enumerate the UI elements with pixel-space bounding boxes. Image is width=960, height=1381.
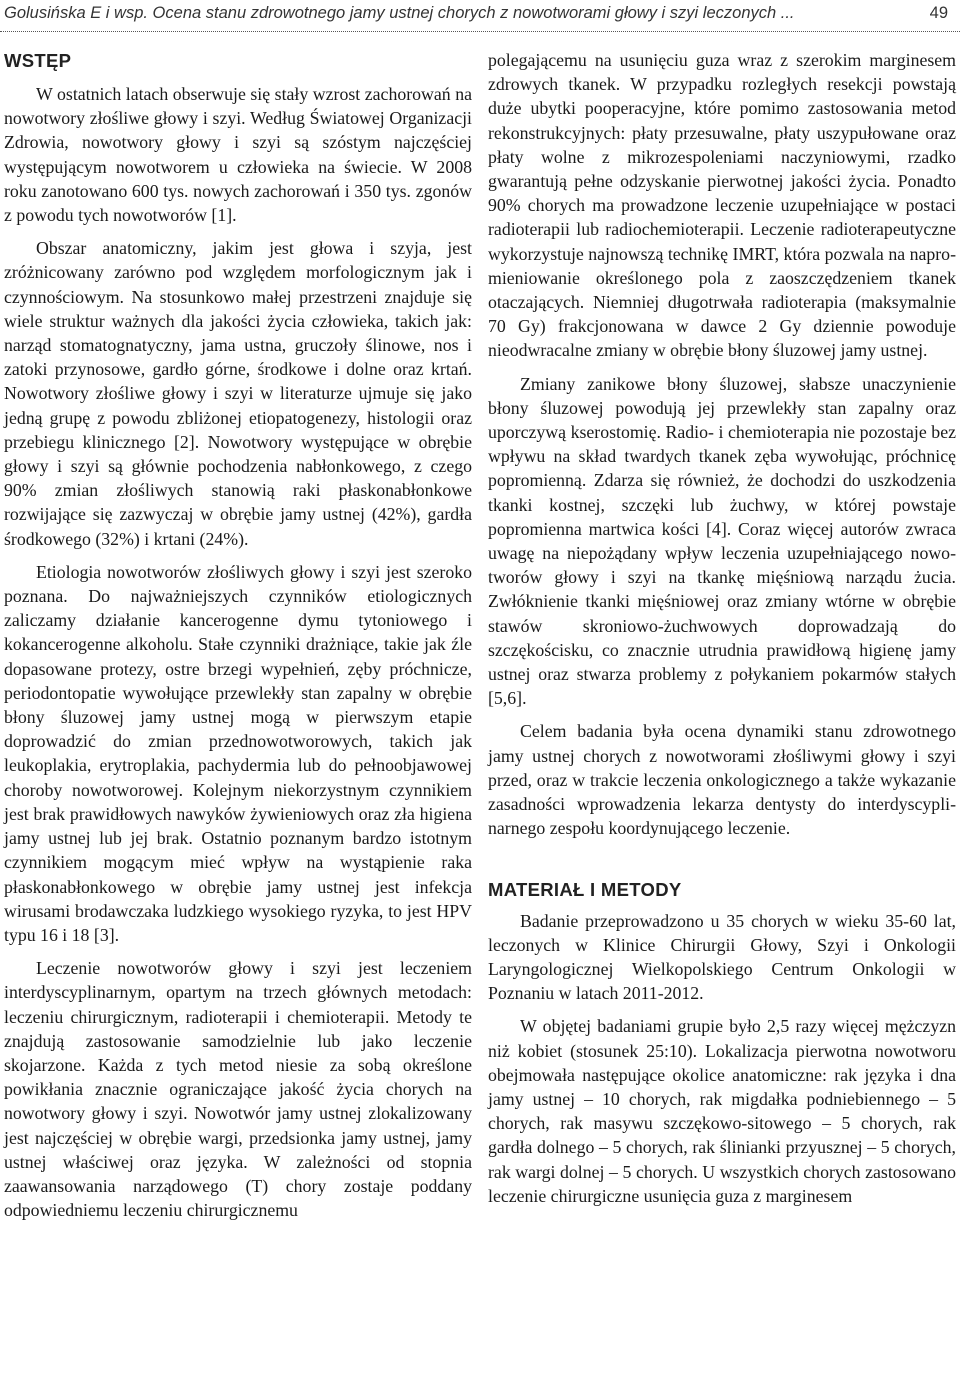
- section-gap: [488, 850, 956, 877]
- running-head-citation: Golusińska E i wsp. Ocena stanu zdrowotnego jamy ustnej chorych z nowotworami głowy i szyi leczonych ...: [4, 4, 795, 22]
- paragraph: Obszar anatomiczny, jakim jest głowa i szyja, jest zróżnicowany zarówno pod względem morfologicznym jak i czynnościowym. Na stosunkowo małej przestrzeni znajduje się wiele struktur ważnych dla jakości życia człowieka, takich jak: narząd stomatognatyczny, jama ustna, gruczoły ślinowe, nos i zatoki przynosowe, gardło górne, środkowe i dolne oraz krtań. Nowotwory złośliwe głowy i szyi w literaturze ujmuje się jako jedną grupę z powodu zbliżonej etiopatogenezy, histologii oraz przebiegu klinicznego [2]. Nowotwory występujące w obrębie głowy i szyi są głównie pochodzenia nabłonkowego, z czego 90% zmian złośliwych stanowią raki płaskonabłonkowe rozwijające się zazwyczaj w obrębie jamy ustnej (42%), gardła środkowego (32%) i krtani (24%).: [4, 238, 472, 549]
- header-rule: [0, 31, 960, 32]
- paragraph: Badanie przeprowadzono u 35 chorych w wieku 35-60 lat, leczonych w Klinice Chirurgii Głowy, Szyi i Onkologii Laryngologicznej Wielkopolskiego Centrum Onkologii w Poznaniu w latach 2011-2012.: [488, 910, 956, 1004]
- paragraph: Leczenie nowotworów głowy i szyi jest leczeniem interdyscyplinarnym, opartym na trzech głównych metodach: leczeniu chirurgicznym, radioterapii i chemioterapii. Metody te znajdują zastosowanie samodzielnie lub jako leczenie skojarzone. Każda z tych metod niesie za sobą określone powikłania znacznie ograniczające jakość życia chorych na nowotwory głowy i szyi. Nowotwór jamy ustnej zlokalizowany jest najczęściej w obrębie wargi, przedsionka jamy ustnej, jamy ustnej właściwej oraz języka. W zależności od stopnia zaawansowania narządowego (T) chory zostaje poddany odpowiedniemu leczeniu chirurgicznemu: [4, 958, 472, 1221]
- page-number: 49: [929, 4, 948, 22]
- section-heading-material-i-metody: MATERIAŁ I METODY: [488, 878, 682, 900]
- running-head: [4, 0, 948, 26]
- paragraph: W objętej badaniami grupie było 2,5 razy więcej mężczyzn niż kobiet (stosunek 25:10). Lokalizacja pierwotna nowotworu obejmowała następujące okolice anatomiczne: rak języka i dna jamy ustnej – 10 chorych, rak migdałka podniebiennego – 5 chorych, rak masywu szczękowo-sitowego – 5 chorych, rak gardła dolnego – 5 chorych, rak ślinianki przyusznej – 5 chorych, rak wargi dolnej – 5 chorych. U wszystkich chorych zastosowano leczenie chirurgiczne usunięcia guza z marginesem: [488, 1016, 956, 1206]
- paragraph: Celem badania była ocena dynamiki stanu zdrowotnego jamy ustnej chorych z nowotworami złośliwymi głowy i szyi przed, oraz w trakcie leczenia onkologicznego a także wykazanie zasadności wprowadzenia lekarza dentysty do interdyscyplinarnego zespołu koordynującego leczenie.: [488, 721, 956, 839]
- left-column: [4, 48, 472, 1231]
- right-column: [488, 48, 956, 1217]
- paragraph-continuation: polegającemu na usunięciu guza wraz z szerokim marginesem zdrowych tkanek. W przypadku rozległych resekcji powstają duże ubytki pooperacyjne, które pomimo zastosowania metod rekonstrukcyjnych: płaty przesuwalne, płaty uszypułowane oraz płaty wolne z mikrozespoleniami naczyniowymi, rzadko gwarantują pełne odzyskanie pierwotnej jakości życia. Ponadto 90% chorych ma prowadzone leczenie uzupełniające w postaci radioterapii lub radiochemioterapii. Leczenie radioterapeutyczne wykorzystuje najnowszą technikę IMRT, która pozwala na napromieniowanie określonego pola z zaoszczędzeniem tkanek otaczających. Niemniej długotrwała radioterapia (maksymalnie 70 Gy) frakcjonowana w dawce 2 Gy dziennie powoduje nieodwracalne zmiany w obrębie błony śluzowej jamy ustnej.: [488, 50, 956, 361]
- paragraph: Zmiany zanikowe błony śluzowej, słabsze unaczynienie błony śluzowej powodują jej przewlekły stan zapalny oraz uporczywą kserostomię. Radio- i chemioterapia nie pozostaje bez wpływu na skład twardych tkanek zęba wywołując, próchnicę popromienną. Zdarza się również, że dochodzi do uszkodzenia tkanki kostnej, szczęki lub żuchwy, w której powstaje popromienna martwica kości [4]. Coraz więcej autorów zwraca uwagę na niepożądany wpływ leczenia uzupełniającego nowotworów głowy i szyi na tkankę mięśniową narządu żucia. Zwłóknienie tkanki mięśniowej oraz zmiany wtórne w obrębie stawów skroniowo-żuchwowych doprowadzają do szczękościsku, co znacznie utrudnia prawidłową higienę jamy ustnej oraz stwarza problemy z połykaniem pokarmów stałych [5,6].: [488, 373, 956, 709]
- paragraph: Etiologia nowotworów złośliwych głowy i szyi jest szeroko poznana. Do najważniejszych czynników etiologicznych zaliczamy działanie kancerogenne dymu tytoniowego i kokancerogenne alkoholu. Stałe czynniki drażniące, takie jak źle dopasowane protezy, ostre brzegi wypełnień, zęby próchnicze, periodontopatie wywołujące przewlekły stan zapalny w obrębie błony śluzowej jamy ustnej mogą w pierwszym etapie doprowadzić do zmian przednowotworowych, takich jak leukoplakia, erytroplakia, pachydermia lub do pełnoobjawowej choroby nowotworowej. Kolejnym niekorzystnym czynnikiem jest brak prawidłowych nawyków żywieniowych oraz zła higiena jamy ustnej lub jej brak. Ostatnio poznanym bardzo istotnym czynnikiem mogącym mieć wpływ na wystąpienie raka płaskonabłonkowego w obrębie jamy ustnej jest infekcja wirusami brodawczaka ludzkiego wysokiego ryzyka, to jest HPV typu 16 i 18 [3].: [4, 561, 472, 945]
- section-heading-wstep: WSTĘP: [4, 50, 72, 71]
- paragraph: W ostatnich latach obserwuje się stały wzrost zachorowań na nowotwory złośliwe głowy i szyi. Według Światowej Organizacji Zdrowia, nowotwory głowy i szyi są szóstym najczęściej występującym nowotworem u człowieka na świecie. W 2008 roku zanotowano 600 tys. nowych zachorowań i 350 tys. zgonów z powodu tych nowotworów [1].: [4, 84, 472, 226]
